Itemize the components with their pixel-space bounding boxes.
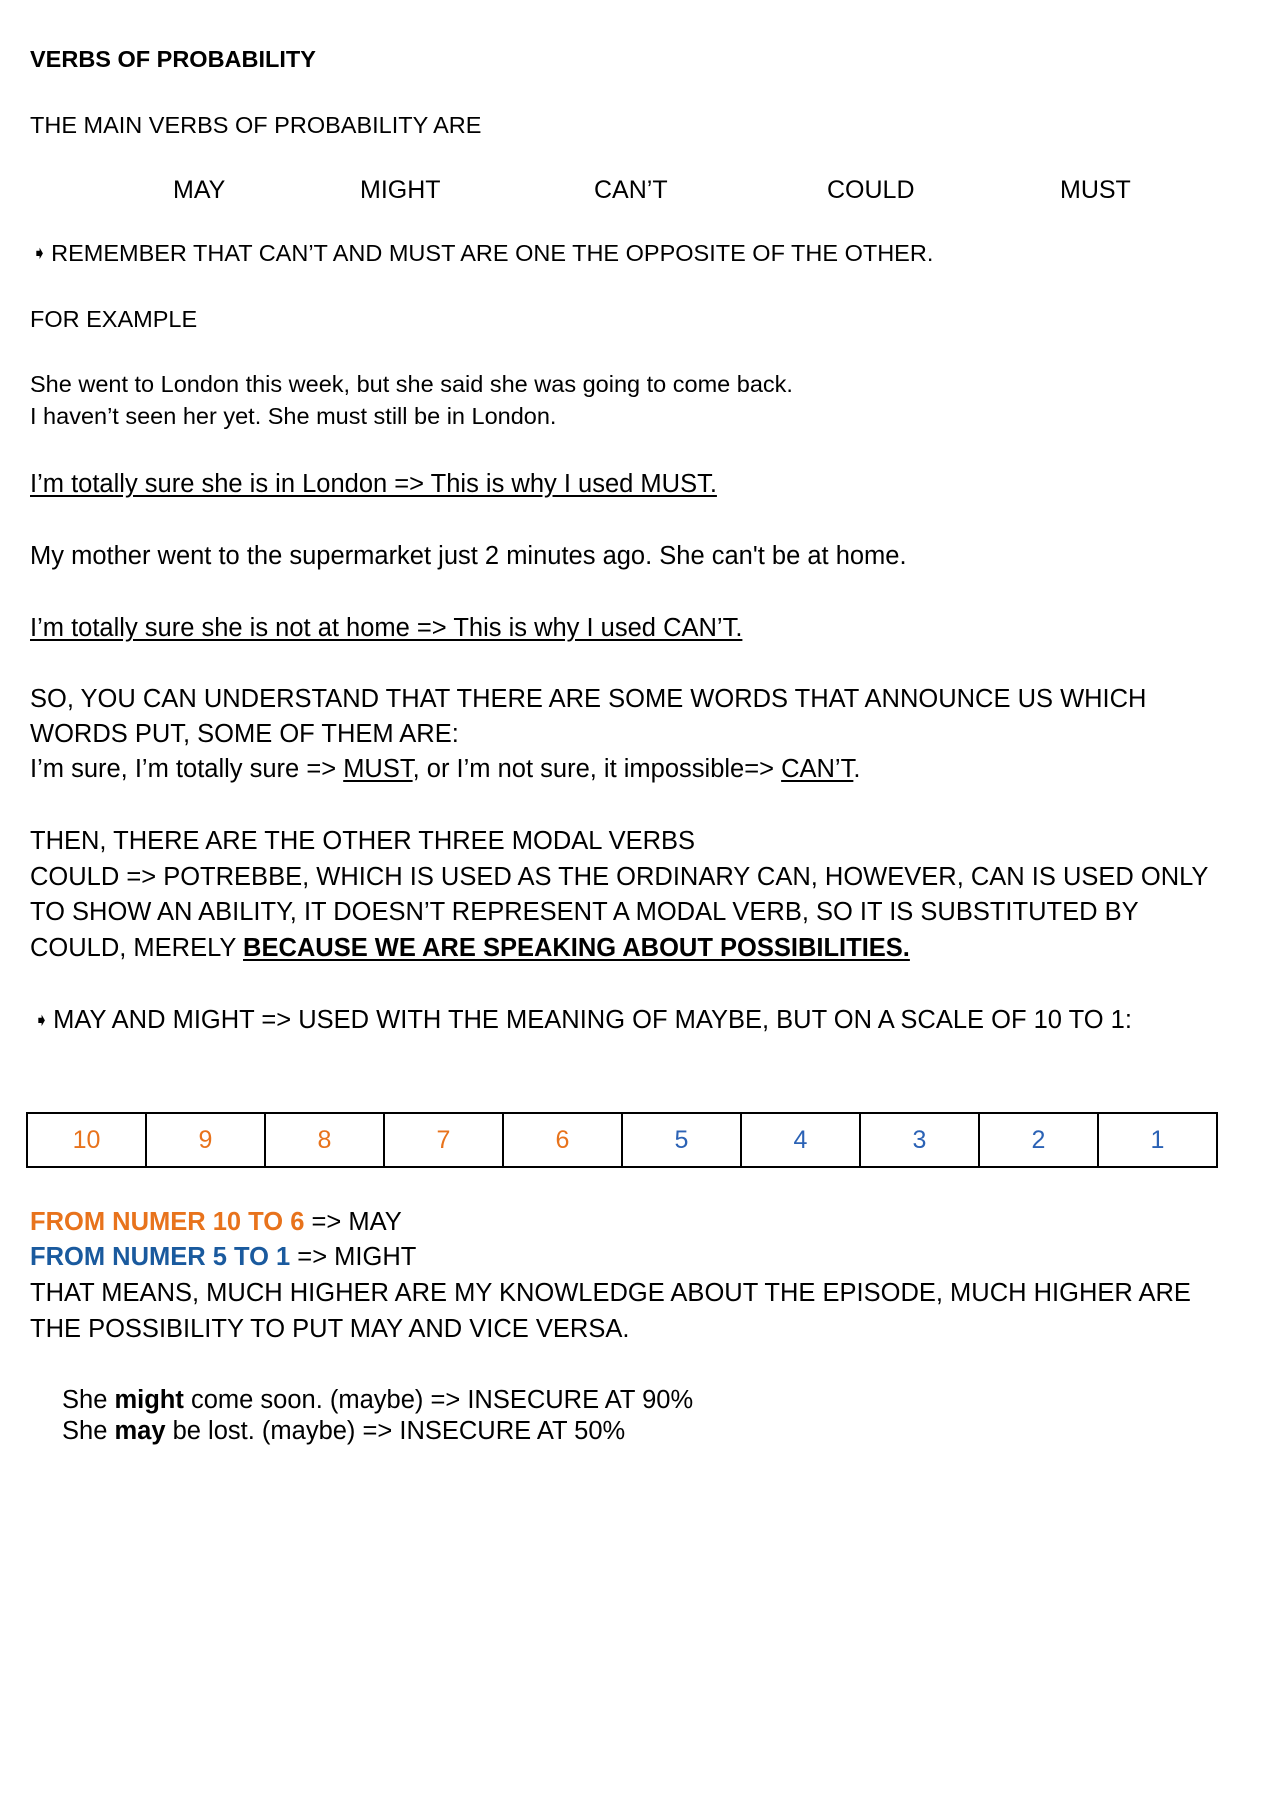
so-para-text-b: , or I’m not sure, it impossible=> [412, 755, 782, 783]
example-might-text-b: come soon. (maybe) => INSECURE AT 90% [183, 1386, 694, 1414]
then-para-text: COULD, MERELY [30, 934, 244, 962]
verb-must: MUST [1060, 176, 1131, 204]
verb-cant: CAN’T [594, 176, 668, 204]
so-para-line3 [30, 757, 860, 783]
scale-cell-4: 4 [741, 1113, 860, 1167]
note-cant: I’m totally sure she is not at home => This is why I used CAN’T. [30, 614, 743, 642]
remember-line [32, 242, 933, 266]
remember-text: REMEMBER THAT CAN’T AND MUST ARE ONE THE OPPOSITE OF THE OTHER. [51, 240, 934, 266]
scale-cell-9: 9 [146, 1113, 265, 1167]
then-para-bold: BECAUSE WE ARE SPEAKING ABOUT POSSIBILITIES. [243, 934, 910, 962]
then-para-line1: THEN, THERE ARE THE OTHER THREE MODAL VERBS [30, 827, 696, 855]
range-may-rest: => MAY [304, 1208, 402, 1236]
verb-might: MIGHT [360, 176, 441, 204]
scale-cell-10: 10 [27, 1113, 146, 1167]
scale-cell-6: 6 [503, 1113, 622, 1167]
range-might-label: FROM NUMER 5 TO 1 [30, 1243, 291, 1271]
then-para-line4 [30, 936, 910, 962]
example-may-text-b: be lost. (maybe) => INSECURE AT 50% [165, 1417, 626, 1445]
so-para-line2: WORDS PUT, SOME OF THEM ARE: [30, 720, 459, 748]
example-may-bold: may [114, 1417, 166, 1445]
range-may-line [30, 1210, 402, 1236]
arrow-bullet-icon: ➧ [34, 1010, 50, 1030]
may-might-line [34, 1008, 1132, 1034]
scale-cell-1: 1 [1098, 1113, 1217, 1167]
for-example-label: FOR EXAMPLE [30, 306, 198, 332]
then-para-line3: TO SHOW AN ABILITY, IT DOESN’T REPRESENT A MODAL VERB, SO IT IS SUBSTITUTED BY [30, 898, 1139, 926]
note-must: I’m totally sure she is in London => This is why I used MUST. [30, 470, 717, 498]
verb-could: COULD [827, 176, 915, 204]
example-might [62, 1388, 693, 1414]
so-para-cant: CAN’T [781, 755, 854, 783]
range-may-label: FROM NUMER 10 TO 6 [30, 1208, 305, 1236]
scale-cell-5: 5 [622, 1113, 741, 1167]
probability-scale-table [26, 1112, 1218, 1168]
means-line2: THE POSSIBILITY TO PUT MAY AND VICE VERSA. [30, 1315, 630, 1343]
scale-cell-2: 2 [979, 1113, 1098, 1167]
table-row [27, 1113, 1217, 1167]
example-might-bold: might [114, 1386, 184, 1414]
scale-cell-3: 3 [860, 1113, 979, 1167]
arrow-bullet-icon: ➧ [32, 243, 48, 263]
example2-line: My mother went to the supermarket just 2 minutes ago. She can't be at home. [30, 542, 907, 570]
scale-cell-7: 7 [384, 1113, 503, 1167]
then-para-line2: COULD => POTREBBE, WHICH IS USED AS THE ORDINARY CAN, HOWEVER, CAN IS USED ONLY [30, 863, 1209, 891]
so-para-text-c: . [853, 755, 861, 783]
so-para-line1: SO, YOU CAN UNDERSTAND THAT THERE ARE SOME WORDS THAT ANNOUNCE US WHICH [30, 685, 1147, 713]
means-line1: THAT MEANS, MUCH HIGHER ARE MY KNOWLEDGE ABOUT THE EPISODE, MUCH HIGHER ARE [30, 1279, 1191, 1307]
verb-may: MAY [173, 176, 226, 204]
example1-line2: I haven’t seen her yet. She must still be in London. [30, 403, 557, 429]
example-might-text-a: She [62, 1386, 115, 1414]
may-might-text: MAY AND MIGHT => USED WITH THE MEANING OF MAYBE, BUT ON A SCALE OF 10 TO 1: [53, 1006, 1132, 1034]
scale-cell-8: 8 [265, 1113, 384, 1167]
example1-line1: She went to London this week, but she said she was going to come back. [30, 371, 793, 397]
example-may [62, 1419, 625, 1445]
range-might-rest: => MIGHT [290, 1243, 417, 1271]
so-para-text-a: I’m sure, I’m totally sure => [30, 755, 344, 783]
intro-line: THE MAIN VERBS OF PROBABILITY ARE [30, 112, 482, 138]
page-title: VERBS OF PROBABILITY [30, 46, 316, 72]
range-might-line [30, 1245, 416, 1271]
so-para-must: MUST [343, 755, 413, 783]
example-may-text-a: She [62, 1417, 115, 1445]
